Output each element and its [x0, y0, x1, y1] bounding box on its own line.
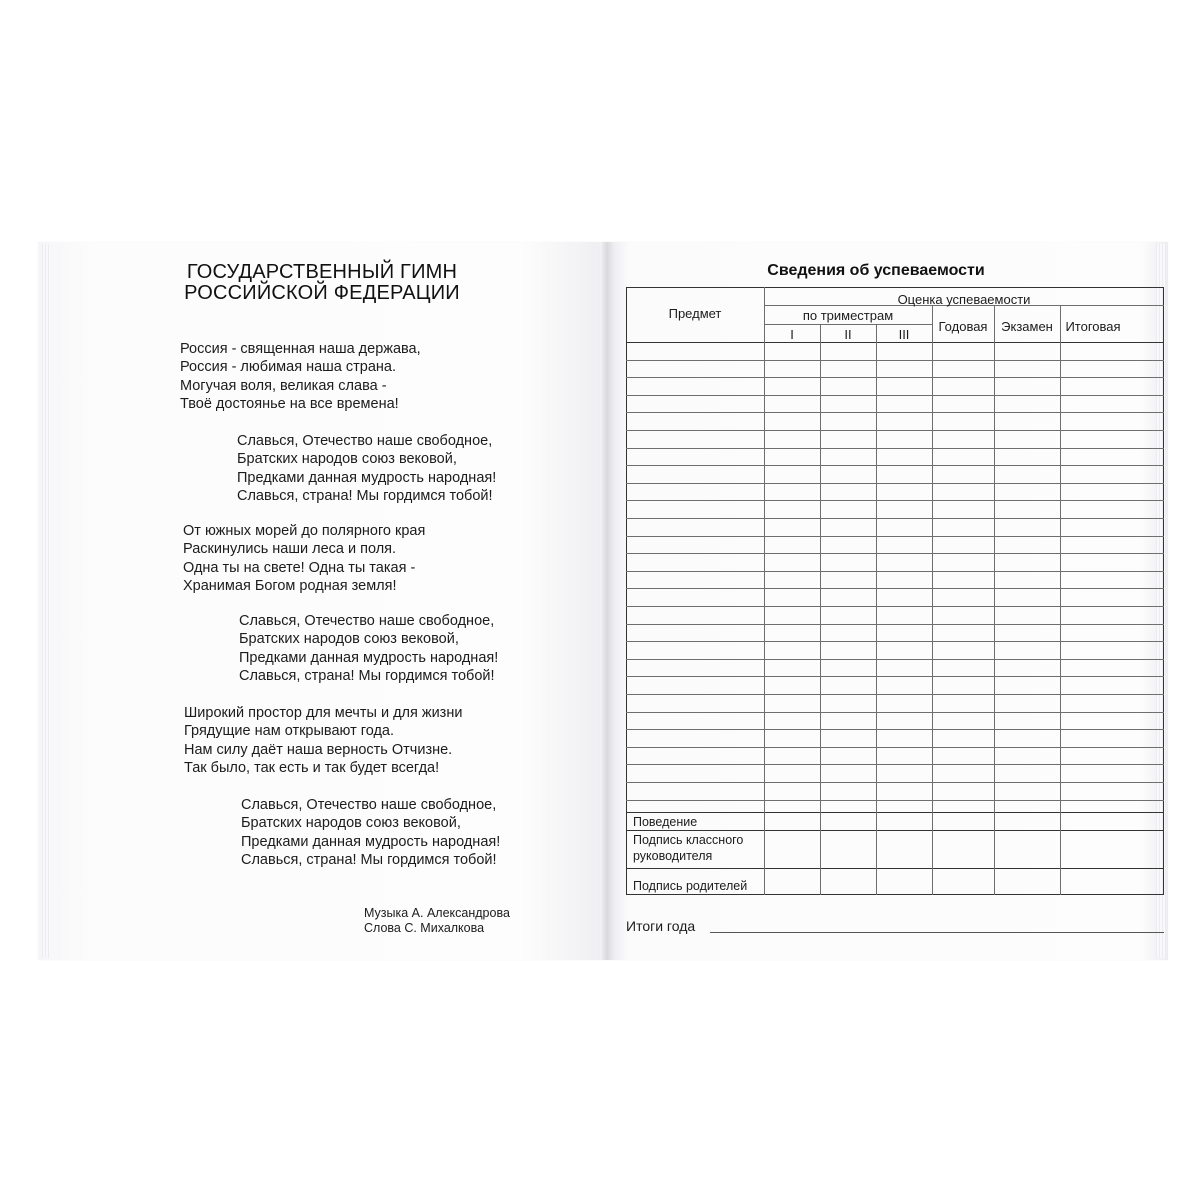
column-header-assessment: Оценка успеваемости	[897, 292, 1031, 307]
table-row-line	[626, 430, 1164, 431]
verse-line: Грядущие нам открывают года.	[184, 723, 395, 740]
verse-line: Славься, Отечество наше свободное,	[239, 613, 495, 629]
header-bottom-line	[626, 342, 1164, 343]
verse-line: Славься, Отечество наше свободное,	[237, 433, 493, 449]
verse-line: Братских народов союз вековой,	[239, 631, 459, 648]
table-row-line	[626, 729, 1164, 730]
table-row-line	[626, 588, 1164, 589]
anthem-title-line-1: ГОСУДАРСТВЕННЫЙ ГИМН	[186, 261, 458, 283]
column-header-final: Итоговая	[1065, 319, 1121, 334]
verse-line: Славься, страна! Мы гордимся тобой!	[241, 851, 497, 868]
page-edge-left	[42, 244, 50, 958]
table-row-line	[626, 553, 1164, 554]
year-results-line[interactable]	[710, 932, 1164, 933]
anthem-chorus-2	[239, 612, 498, 685]
teacher-sign-line-2: руководителя	[633, 849, 713, 863]
table-row-line	[626, 518, 1164, 519]
table-column-line	[820, 324, 821, 895]
table-row-line	[626, 412, 1164, 413]
table-column-line	[876, 324, 877, 895]
book-gutter	[600, 242, 614, 960]
verse-line: Широкий простор для мечты и для жизни	[184, 705, 463, 721]
table-row-line	[626, 764, 1164, 765]
verse-line: От южных морей до полярного края	[183, 523, 426, 539]
footer-line	[626, 830, 1164, 831]
column-header-by-trimester: по триместрам	[802, 308, 894, 323]
anthem-verse-3	[184, 704, 462, 777]
table-row-line	[626, 395, 1164, 396]
table-column-line	[994, 305, 995, 895]
table-column-line	[764, 287, 765, 895]
grades-title: Сведения об успеваемости	[767, 262, 985, 279]
row-label-behavior: Поведение	[633, 815, 698, 829]
table-row-line	[626, 360, 1164, 361]
verse-line: Предками данная мудрость народная!	[241, 833, 501, 850]
column-header-annual: Годовая	[938, 319, 988, 334]
verse-line: Раскинулись наши леса и поля.	[183, 541, 397, 558]
verse-line: Одна ты на свете! Одна ты такая -	[183, 559, 416, 576]
credit-music: Музыка А. Александрова	[364, 906, 510, 920]
anthem-chorus-1	[237, 432, 496, 505]
verse-line: Братских народов союз вековой,	[241, 815, 461, 832]
table-row-line	[626, 536, 1164, 537]
table-row-line	[626, 448, 1164, 449]
anthem-verse-1	[180, 340, 421, 413]
verse-line: Так было, так есть и так будет всегда!	[184, 759, 440, 776]
anthem-verse-2	[183, 522, 425, 595]
year-results-label: Итоги года	[626, 918, 696, 934]
credit-words: Слова С. Михалкова	[364, 921, 485, 935]
footer-top-line	[626, 812, 1164, 813]
table-row-line	[626, 500, 1164, 501]
table-row-line	[626, 377, 1164, 378]
table-column-line	[1060, 305, 1061, 895]
column-header-trimester-2: II	[844, 327, 852, 342]
teacher-sign-line-1: Подпись классного	[633, 833, 744, 847]
table-row-line	[626, 676, 1164, 677]
table-row-line	[626, 782, 1164, 783]
anthem-title-line-2: РОССИЙСКОЙ ФЕДЕРАЦИИ	[184, 282, 460, 304]
anthem-credits	[364, 906, 510, 936]
verse-line: Братских народов союз вековой,	[237, 451, 457, 468]
row-label-teacher-sign	[633, 832, 743, 864]
column-header-trimester-1: I	[790, 327, 794, 342]
table-row-line	[626, 606, 1164, 607]
open-diary-spread	[38, 242, 1168, 962]
table-row-line	[626, 465, 1164, 466]
table-row-line	[626, 800, 1164, 801]
table-row-line	[626, 641, 1164, 642]
verse-line: Россия - священная наша держава,	[180, 341, 421, 357]
table-column-line	[932, 305, 933, 895]
table-row-line	[626, 747, 1164, 748]
verse-line: Предками данная мудрость народная!	[239, 649, 499, 666]
table-row-line	[626, 571, 1164, 572]
table-row-line	[626, 659, 1164, 660]
column-header-trimester-3: III	[898, 327, 910, 342]
table-row-line	[626, 694, 1164, 695]
anthem-chorus-3	[241, 796, 500, 869]
verse-line: Славься, Отечество наше свободное,	[241, 797, 497, 813]
verse-line: Славься, страна! Мы гордимся тобой!	[237, 487, 493, 504]
verse-line: Хранимая Богом родная земля!	[183, 577, 397, 594]
verse-line: Нам силу даёт наша верность Отчизне.	[184, 741, 453, 758]
header-line	[764, 324, 932, 325]
table-row-line	[626, 712, 1164, 713]
verse-line: Предками данная мудрость народная!	[237, 469, 497, 486]
column-header-subject: Предмет	[668, 306, 722, 321]
verse-line: Россия - любимая наша страна.	[180, 359, 397, 376]
verse-line: Могучая воля, великая слава -	[180, 377, 387, 394]
verse-line: Славься, страна! Мы гордимся тобой!	[239, 667, 495, 684]
grades-table	[626, 287, 1164, 895]
column-header-exam: Экзамен	[1001, 319, 1053, 334]
table-row-line	[626, 483, 1164, 484]
footer-line	[626, 868, 1164, 869]
verse-line: Твоё достоянье на все времена!	[180, 395, 399, 412]
row-label-parents-sign: Подпись родителей	[633, 879, 748, 893]
anthem-title	[38, 262, 606, 304]
table-row-line	[626, 624, 1164, 625]
